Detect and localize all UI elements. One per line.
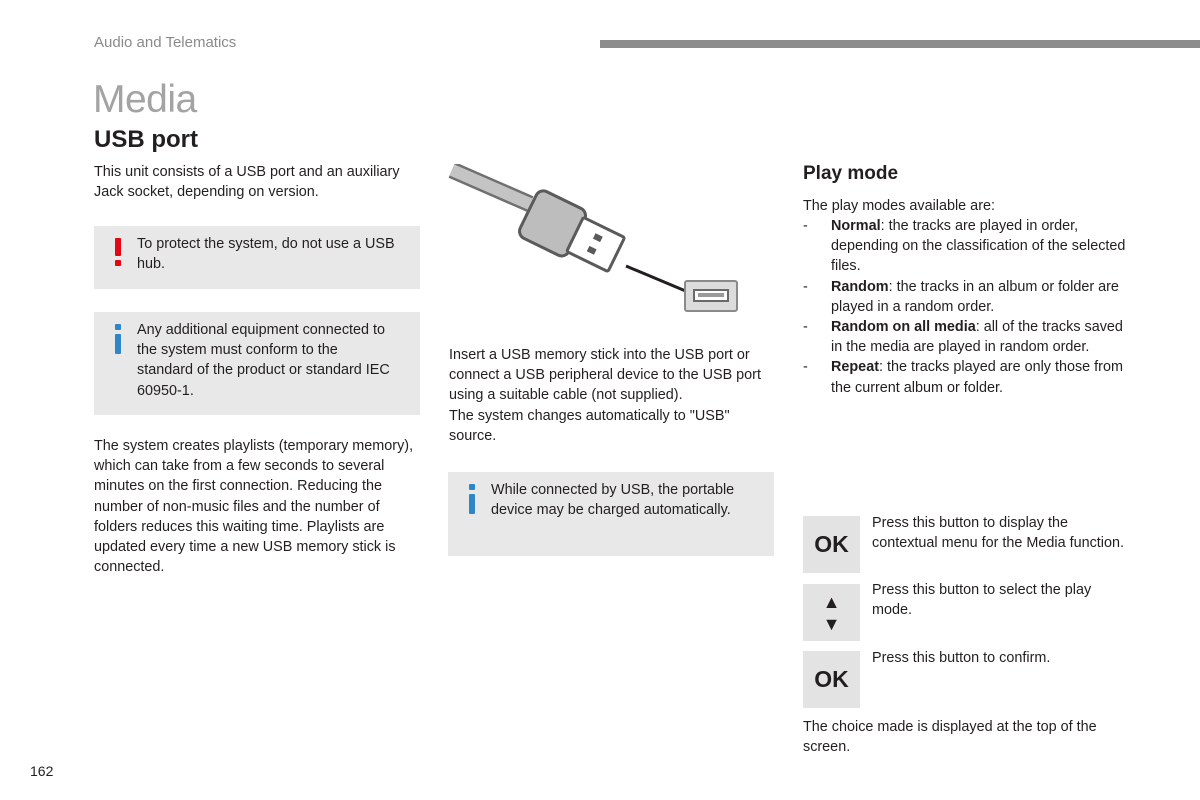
ok-button-icon	[803, 651, 860, 708]
section-label: Audio and Telematics	[94, 34, 237, 51]
info-icon	[112, 324, 124, 354]
info-note-charging-text: While connected by USB, the portable device may be charged automatically.	[491, 482, 735, 519]
list-dash: -	[803, 319, 808, 336]
section-subtitle: USB port	[94, 126, 198, 153]
list-item	[803, 317, 1133, 357]
playlists-paragraph: The system creates playlists (temporary memory), which can take from a few seconds to several minutes on the first connection. Reducing the number of non-music files and the number of folders reduces this waiting time. Playlists are updated every time a new USB memory stick is connected.	[94, 438, 414, 576]
page-number: 162	[30, 763, 54, 779]
usb-plug-illustration	[448, 164, 748, 324]
usb-cable	[452, 170, 530, 204]
info-icon	[466, 484, 478, 514]
list-item	[803, 357, 1133, 397]
list-dash: -	[803, 278, 808, 295]
usb-plug	[517, 188, 628, 278]
ok-button-icon	[803, 516, 860, 573]
list-item	[803, 277, 1133, 317]
ok-button-description: Press this button to display the contextual menu for the Media function.	[872, 515, 1124, 552]
mode-desc: : the tracks are played in order, depending on the classification of the selected files.	[831, 218, 1126, 275]
info-note-charging	[448, 472, 774, 556]
mode-name: Repeat	[831, 359, 879, 376]
list-item	[803, 216, 1133, 277]
list-dash: -	[803, 218, 808, 234]
arrows-description: Press this button to select the play mode.	[872, 582, 1092, 619]
insert-instructions	[449, 345, 775, 446]
mode-desc: : the tracks in an album or folder are played in a random order.	[831, 278, 1119, 315]
warning-note	[94, 226, 420, 289]
header-bar	[600, 40, 1200, 48]
ok-button-label: OK	[814, 666, 849, 692]
info-note-equipment-text: Any additional equipment connected to the system must conform to the standard of the product or standard IEC 60950-1.	[137, 322, 390, 399]
mode-name: Normal	[831, 218, 881, 234]
mode-desc: : the tracks played are only those from the current album or folder.	[831, 359, 1123, 396]
warning-note-text: To protect the system, do not use a USB hub.	[137, 236, 395, 273]
choice-display-text: The choice made is displayed at the top of the screen.	[803, 719, 1097, 756]
intro-paragraph: This unit consists of a USB port and an auxiliary Jack socket, depending on version.	[94, 164, 400, 201]
ok-button-label: OK	[814, 531, 849, 557]
confirm-description: Press this button to confirm.	[872, 650, 1051, 666]
insert-text: Insert a USB memory stick into the USB port or connect a USB peripheral device to the USB port using a suitable cable (not supplied).	[449, 347, 761, 404]
info-note-equipment	[94, 312, 420, 415]
usb-socket	[685, 281, 737, 311]
insert-arrow-line	[626, 266, 688, 292]
mode-name: Random on all media	[831, 319, 976, 336]
play-mode-heading: Play mode	[803, 163, 899, 184]
page-title: Media	[93, 78, 197, 121]
warning-icon	[112, 238, 124, 268]
play-mode-list	[803, 216, 1133, 398]
play-mode-intro: The play modes available are:	[803, 198, 995, 214]
up-arrow-icon: ▲	[822, 591, 841, 612]
up-down-arrows-icon	[803, 584, 860, 641]
list-dash: -	[803, 359, 808, 376]
mode-name: Random	[831, 278, 889, 295]
source-change-text: The system changes automatically to "USB" source.	[449, 407, 730, 444]
mode-desc: : all of the tracks saved in the media are played in random order.	[831, 319, 1123, 356]
down-arrow-icon: ▼	[822, 613, 841, 634]
